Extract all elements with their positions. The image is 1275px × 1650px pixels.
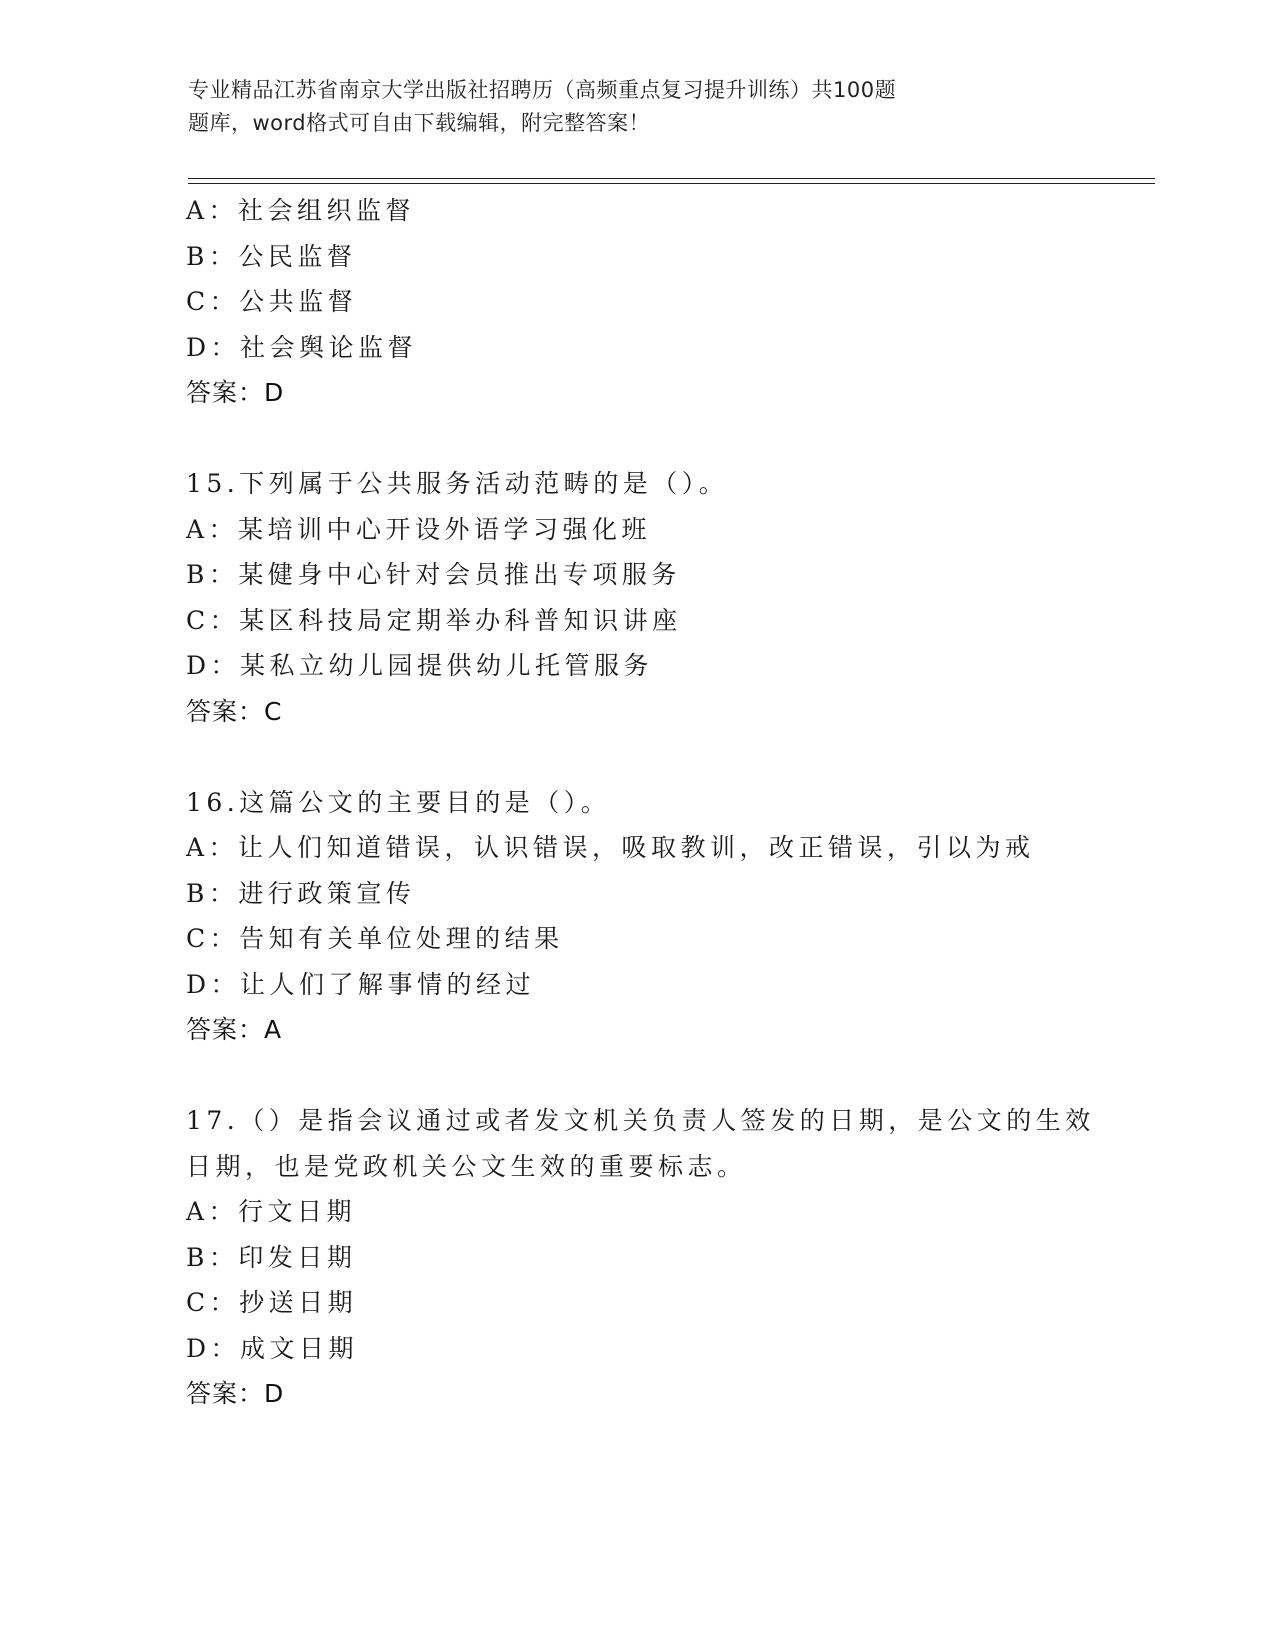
answer-line: 答案：C (186, 696, 283, 726)
option-a: A：某培训中心开设外语学习强化班 (186, 514, 652, 544)
header-rule-top (188, 178, 1155, 179)
option-d: D：某私立幼儿园提供幼儿托管服务 (186, 651, 654, 680)
option-c: C：公共监督 (186, 287, 358, 316)
question-prev (186, 188, 1166, 416)
option-b: B：进行政策宣传 (186, 878, 416, 908)
option-a: A：社会组织监督 (186, 196, 416, 225)
question-stem: 15.下列属于公共服务活动范畴的是（）。 (186, 469, 729, 498)
spacer (186, 734, 1166, 780)
answer-line: 答案：D (186, 1379, 285, 1408)
spacer (186, 416, 1166, 462)
option-c: C：某区科技局定期举办科普知识讲座 (186, 605, 682, 635)
answer-line: 答案：D (186, 378, 285, 407)
answer-line: 答案：A (186, 1015, 283, 1044)
header-title-line-1: 专业精品江苏省南京大学出版社招聘历（高频重点复习提升训练）共100题 (188, 78, 897, 102)
question-16 (186, 780, 1166, 1053)
question-stem-line-2: 日期，也是党政机关公文生效的重要标志。 (186, 1151, 747, 1181)
header-title-line-2: 题库，word格式可自由下载编辑，附完整答案！ (188, 111, 651, 135)
question-15 (186, 461, 1166, 734)
option-b: B：印发日期 (186, 1242, 357, 1272)
document-header (188, 74, 1028, 140)
option-a: A：让人们知道错误，认识错误，吸取教训，改正错误，引以为戒 (186, 833, 1035, 862)
header-rule-bottom (188, 183, 1155, 184)
option-d: D：成文日期 (186, 1333, 359, 1363)
option-b: B：公民监督 (186, 241, 357, 271)
option-d: D：让人们了解事情的经过 (186, 969, 536, 999)
question-17 (186, 1098, 1166, 1417)
option-a: A：行文日期 (186, 1197, 357, 1226)
question-stem-line-1: 17.（）是指会议通过或者发文机关负责人签发的日期，是公文的生效 (186, 1106, 1095, 1135)
question-list (186, 188, 1166, 1417)
option-c: C：告知有关单位处理的结果 (186, 924, 564, 953)
option-d: D：社会舆论监督 (186, 332, 418, 362)
question-stem: 16.这篇公文的主要目的是（）。 (186, 787, 611, 817)
option-b: B：某健身中心针对会员推出专项服务 (186, 560, 681, 589)
spacer (186, 1053, 1166, 1099)
option-c: C：抄送日期 (186, 1288, 358, 1317)
